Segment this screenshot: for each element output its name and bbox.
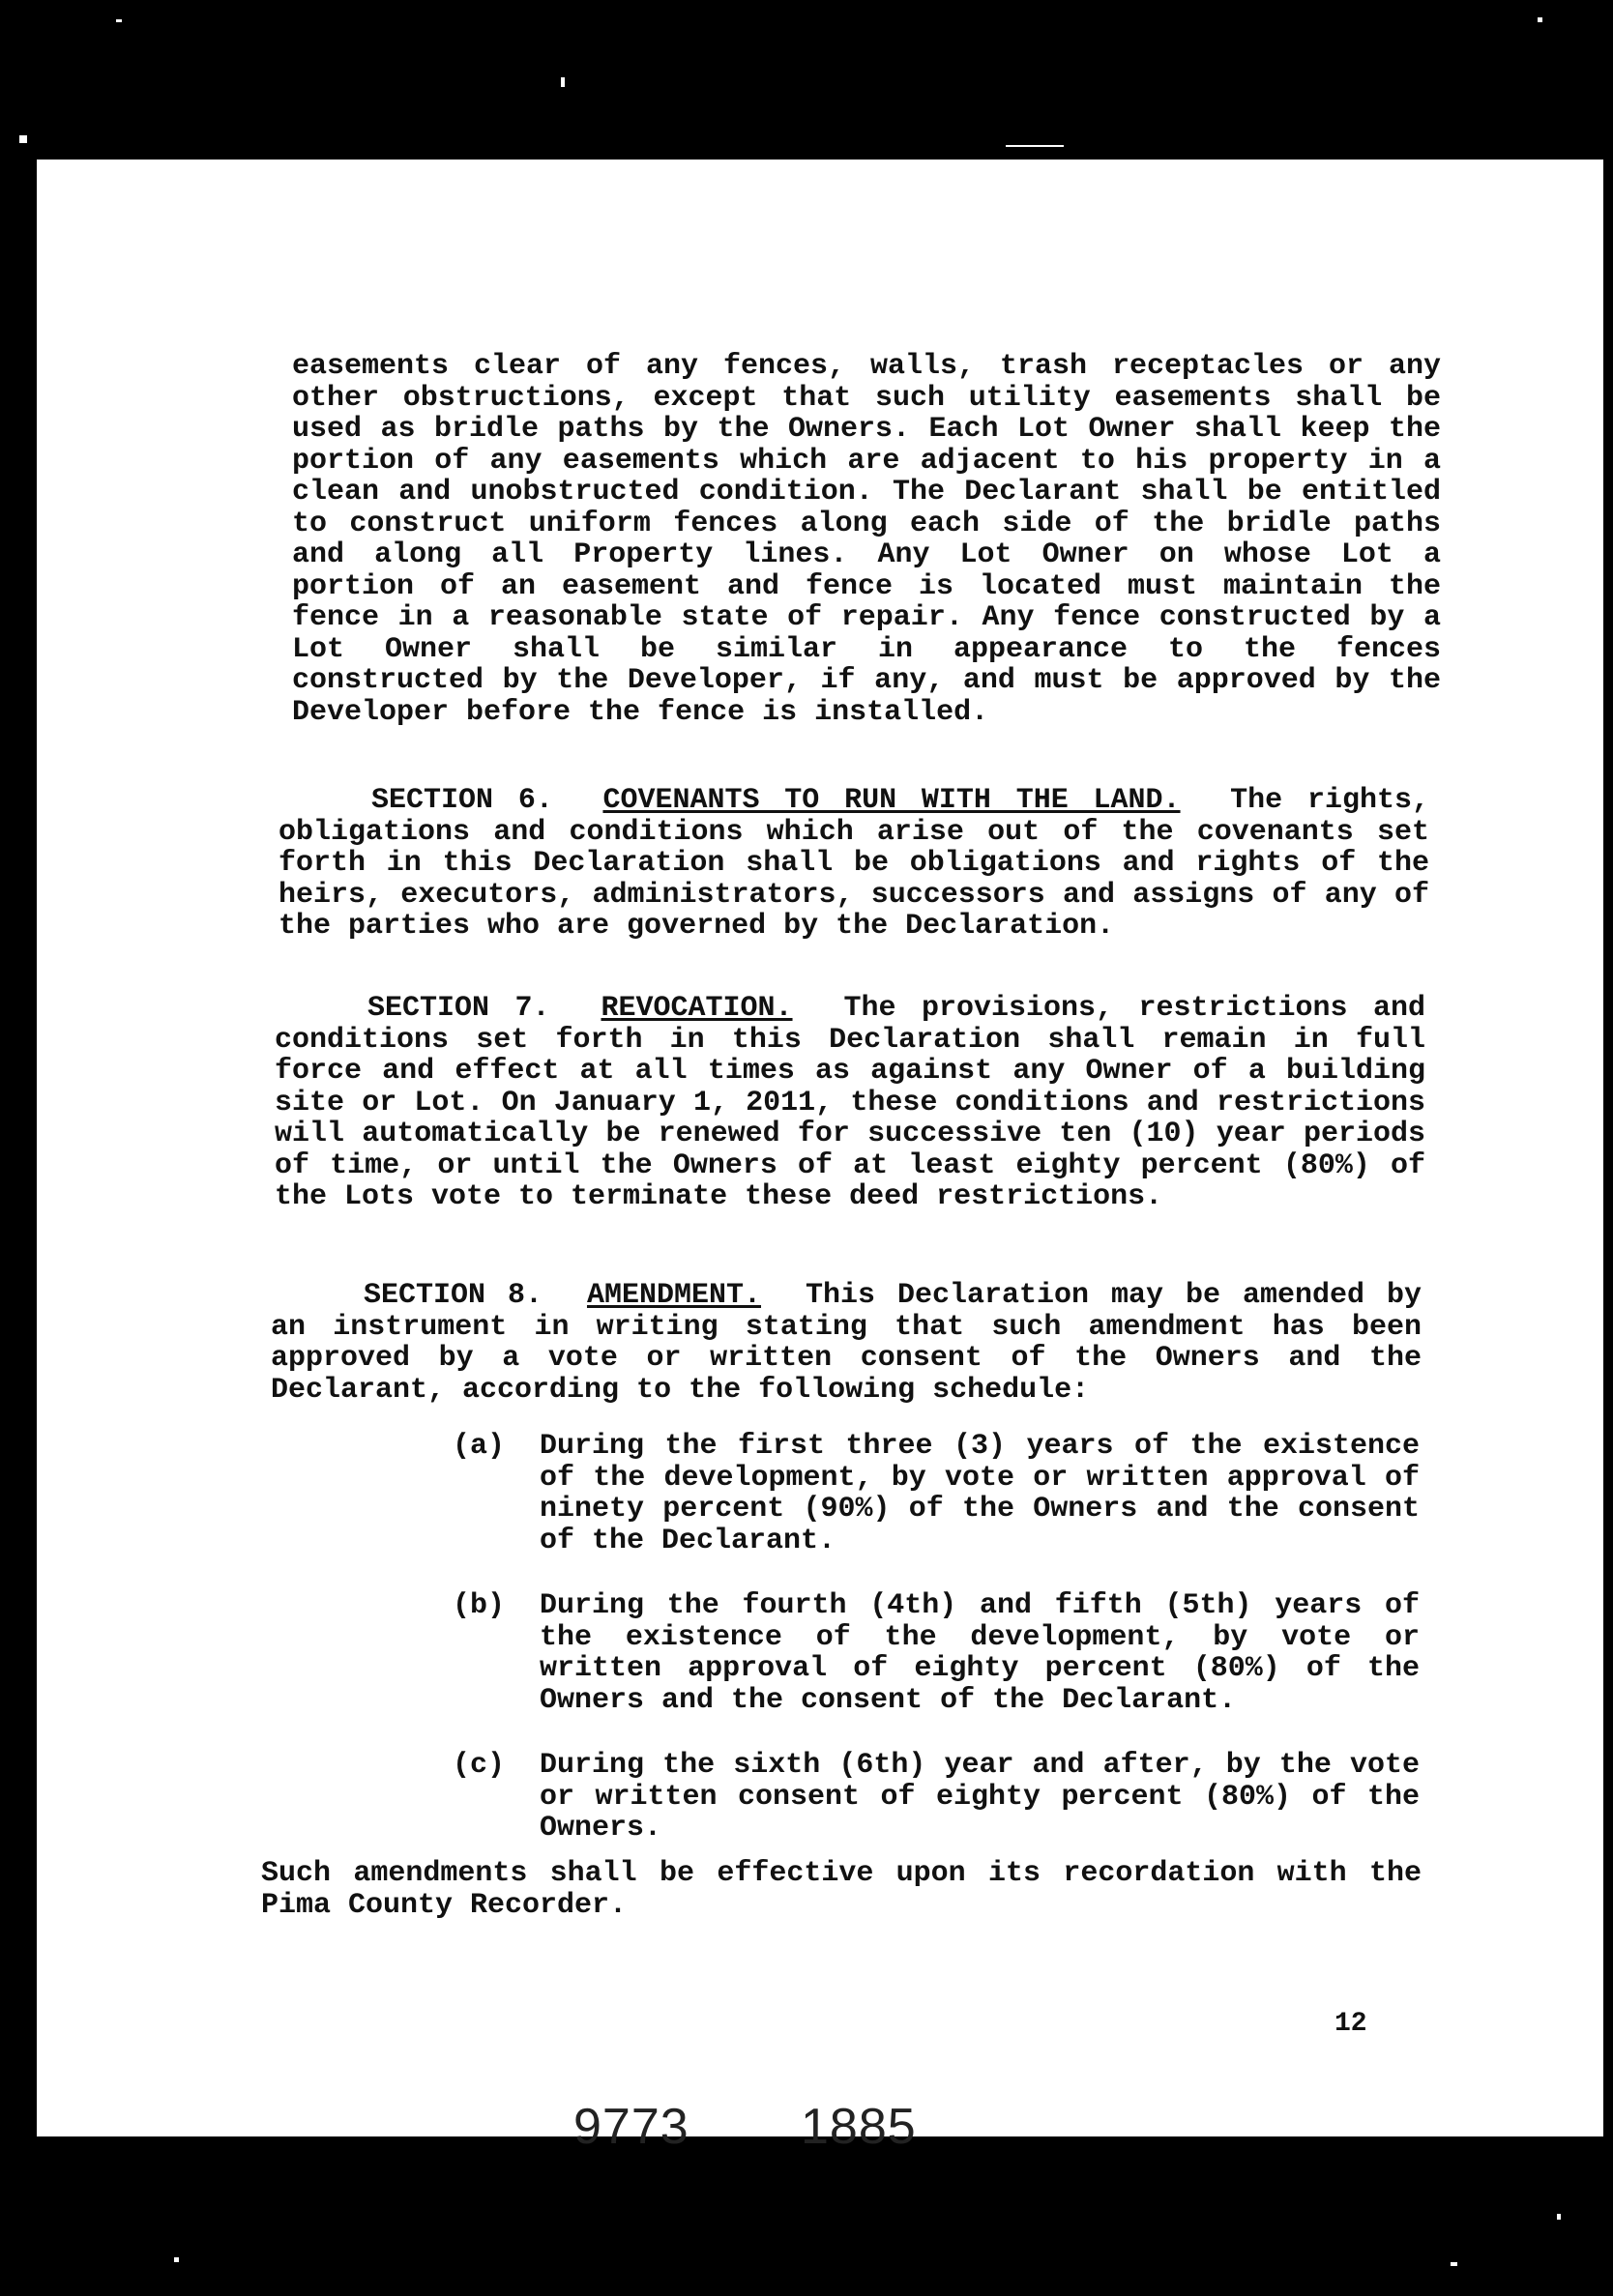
scan-speck bbox=[561, 77, 565, 87]
section-6-number: SECTION 6. bbox=[371, 784, 553, 817]
scan-speck bbox=[1538, 17, 1542, 22]
scan-speck bbox=[1006, 145, 1064, 147]
section-6-title: COVENANTS TO RUN WITH THE LAND. bbox=[602, 784, 1181, 817]
closing-paragraph: Such amendments shall be effective upon its recordation with the Pima County Recorder. bbox=[261, 1857, 1422, 1922]
scan-speck bbox=[116, 19, 122, 22]
section-8-body: This Declaration may be amended by an instrument in writing stating that such amendment has been approved by a vote or written consent of the Owners and the Declarant, according to the following schedule: bbox=[271, 1279, 1422, 1407]
section-6 bbox=[279, 785, 1429, 943]
recording-stamp-page: 1885 bbox=[801, 2099, 917, 2155]
scan-speck bbox=[174, 2257, 179, 2262]
schedule-text: During the first three (3) years of the existence of the development, by vote or written approval of ninety percent (90%) of the Owners and the consent of the Declarant. bbox=[540, 1430, 1420, 1557]
schedule-item-a bbox=[453, 1431, 1420, 1556]
section-8-number: SECTION 8. bbox=[364, 1279, 543, 1312]
schedule-text: During the fourth (4th) and fifth (5th) years of the existence of the development, by vote or written approval of eighty percent (80%) of the Owners and the consent of the Declarant. bbox=[540, 1589, 1420, 1717]
section-7-number: SECTION 7. bbox=[367, 992, 550, 1025]
schedule-item-b bbox=[453, 1590, 1420, 1716]
schedule-text: During the sixth (6th) year and after, by the vote or written consent of eighty percent (80%) of the Owners. bbox=[540, 1749, 1420, 1845]
recording-stamp-docket: 9773 bbox=[573, 2099, 689, 2155]
schedule-marker: (c) bbox=[453, 1749, 506, 1782]
section-7-body: The provisions, restrictions and conditions set forth in this Declaration shall remain in full force and effect at all times as against any Owner of a building site or Lot. On January 1, 2011, these conditions and restrictions will automatically be renewed for successive ten (10) year periods of time, or until the Owners of at least eighty percent (80%) of the Lots vote to terminate these deed restrictions. bbox=[275, 992, 1426, 1213]
section-6-body: The rights, obligations and conditions which arise out of the covenants set forth in this Declaration shall be obligations and rights of the heirs, executors, administrators, successors and assigns of any of the parties who are governed by the Declaration. bbox=[279, 784, 1429, 943]
section-8-title: AMENDMENT. bbox=[586, 1279, 762, 1312]
schedule-marker: (b) bbox=[453, 1589, 506, 1622]
page-number: 12 bbox=[1334, 2009, 1367, 2039]
document-page bbox=[37, 160, 1603, 2155]
opening-paragraph: easements clear of any fences, walls, trash receptacles or any other obstructions, except that such utility easements shall be used as bridle paths by the Owners. Each Lot Owner shall keep the portion of any easements which are adjacent to his property in a clean and unobstructed condition. The Declarant shall be entitled to construct uniform fences along each side of the bridle paths and along all Property lines. Any Lot Owner on whose Lot a portion of an easement and fence is located must maintain the fence in a reasonable state of repair. Any fence constructed by a Lot Owner shall be similar in appearance to the fences constructed by the Developer, if any, and must be approved by the Developer before the fence is installed. bbox=[292, 350, 1441, 729]
section-7-title: REVOCATION. bbox=[601, 992, 793, 1025]
scan-speck bbox=[1451, 2262, 1457, 2266]
section-8 bbox=[271, 1280, 1422, 1406]
schedule-item-c bbox=[453, 1750, 1420, 1845]
section-7 bbox=[275, 993, 1425, 1213]
scan-speck bbox=[1557, 2214, 1561, 2220]
schedule-marker: (a) bbox=[453, 1430, 506, 1463]
scan-speck bbox=[19, 135, 27, 143]
